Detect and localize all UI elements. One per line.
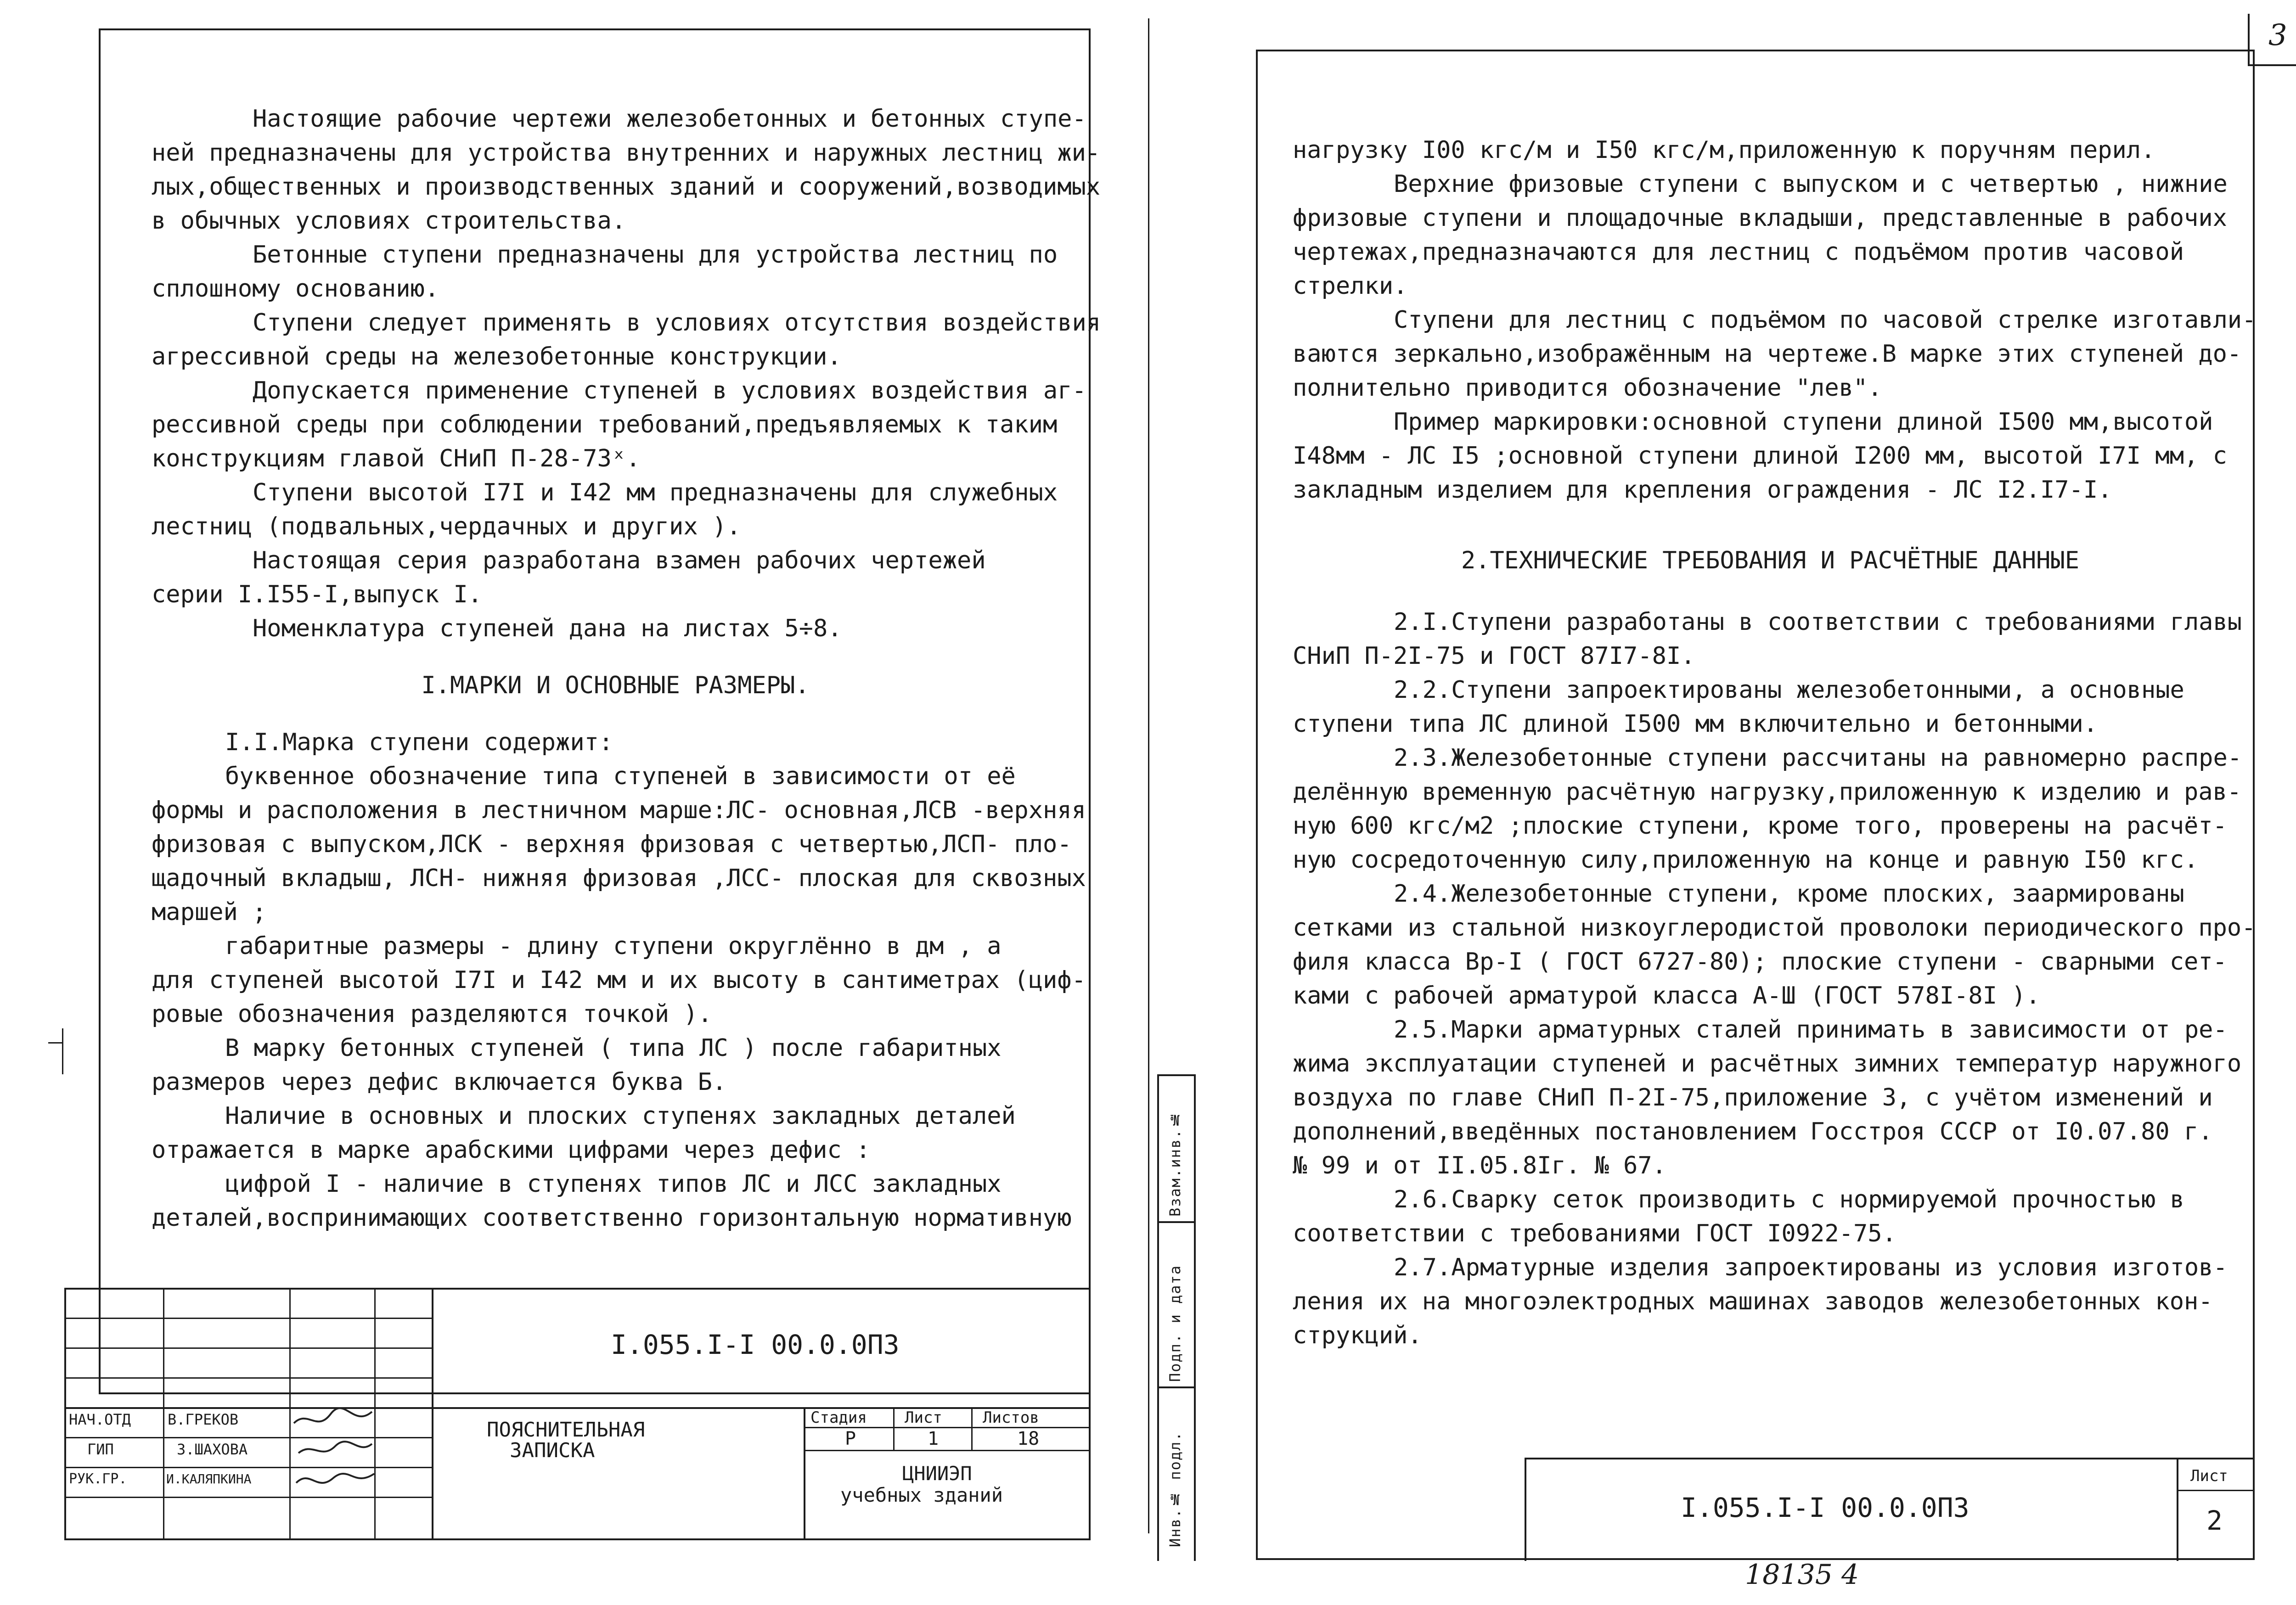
stamp-top-line bbox=[64, 1288, 1091, 1290]
stamp-role: РУК.ГР. bbox=[69, 1471, 127, 1487]
text-line: воздуха по главе СНиП П-2I-75,приложение 3, с учётом изменений и bbox=[1293, 1084, 2213, 1111]
left-page-body bbox=[152, 102, 1101, 1235]
text-line: ления их на многоэлектродных машинах заводов железобетонных кон- bbox=[1293, 1288, 2213, 1315]
stamp-role: ГИП bbox=[87, 1441, 114, 1458]
text-line: стрелки. bbox=[1293, 272, 1408, 300]
center-divider bbox=[1148, 18, 1149, 1533]
text-line: агрессивной среды на железобетонные конструкции. bbox=[152, 343, 842, 370]
stamp-grid-h bbox=[64, 1318, 432, 1319]
right-page-body bbox=[1293, 133, 2257, 1352]
stamp-grid-v bbox=[971, 1407, 973, 1451]
right-paragraphs-bottom bbox=[1293, 605, 2256, 1352]
side-strip-line bbox=[1157, 1221, 1196, 1223]
text-line: фризовая с выпуском,ЛСК - верхняя фризовая с четвертью,ЛСП- пло- bbox=[152, 831, 1072, 858]
side-label-inv: Инв.№ подл. bbox=[1166, 1431, 1184, 1547]
stamp-title-line2: ЗАПИСКА bbox=[510, 1439, 595, 1462]
stamp-stage: Р bbox=[845, 1428, 856, 1449]
fold-mark bbox=[48, 1042, 62, 1044]
corner-page-number: 3 bbox=[2268, 18, 2287, 52]
text-line: СНиП П-2I-75 и ГОСТ 87I7-8I. bbox=[1293, 642, 1695, 670]
text-line: щадочный вкладыш, ЛСН- нижняя фризовая ,ЛСС- плоская для сквозных bbox=[152, 864, 1086, 892]
stamp-sheets-header: Листов bbox=[983, 1409, 1039, 1427]
text-line: чертежах,предназначаются для лестниц с подъёмом против часовой bbox=[1293, 238, 2184, 266]
text-line: дополнений,введённых постановлением Госстроя СССР от I0.07.80 г. bbox=[1293, 1118, 2213, 1145]
right-stamp-line bbox=[2177, 1490, 2255, 1491]
text-line: деталей,воспринимающих соответственно горизонтальную нормативную bbox=[152, 1204, 1072, 1232]
text-line: 2.I.Ступени разработаны в соответствии с требованиями главы bbox=[1394, 608, 2242, 636]
right-stamp-code: I.055.I-I 00.0.0П3 bbox=[1681, 1492, 1970, 1523]
right-stamp-sheet: 2 bbox=[2206, 1505, 2223, 1536]
right-stamp-sheet-header: Лист bbox=[2190, 1467, 2228, 1485]
text-line: маршей ; bbox=[152, 898, 267, 926]
text-line: лестниц (подвальных,чердачных и других ). bbox=[152, 513, 741, 540]
text-line: Настоящие рабочие чертежи железобетонных и бетонных ступе- bbox=[253, 105, 1086, 133]
stamp-role: НАЧ.ОТД bbox=[69, 1411, 131, 1428]
text-line: 2.5.Марки арматурных сталей принимать в зависимости от ре- bbox=[1394, 1016, 2228, 1044]
text-line: Пример маркировки:основной ступени длиной I500 мм,высотой bbox=[1394, 408, 2213, 436]
text-line: конструкциям главой СНиП П-28-73ˣ. bbox=[152, 445, 641, 472]
stamp-grid-h bbox=[804, 1450, 1091, 1451]
text-line: размеров через дефис включается буква Б. bbox=[152, 1068, 727, 1096]
text-line: струкций. bbox=[1293, 1322, 1422, 1349]
stamp-grid-v bbox=[163, 1288, 164, 1540]
stamp-stage-header: Стадия bbox=[810, 1409, 867, 1427]
text-line: ней предназначены для устройства внутренних и наружных лестниц жи- bbox=[152, 139, 1101, 167]
stamp-grid-v bbox=[432, 1288, 433, 1540]
handwritten-inventory: 18135 4 bbox=[1745, 1559, 1859, 1591]
stamp-role-name: И.КАЛЯПКИНА bbox=[166, 1471, 252, 1487]
fold-mark bbox=[62, 1028, 63, 1074]
side-label-replace: Взам.инв.№ bbox=[1166, 1110, 1184, 1217]
text-line: фризовые ступени и площадочные вкладыши, представленные в рабочих bbox=[1293, 204, 2227, 232]
side-strip-line bbox=[1194, 1074, 1196, 1561]
text-line: 2.6.Сварку сеток производить с нормируемой прочностью в bbox=[1394, 1186, 2184, 1213]
stamp-sheet: 1 bbox=[928, 1428, 939, 1449]
signature-scribbles bbox=[289, 1405, 381, 1501]
text-line: ную 600 кгс/м2 ;плоские ступени, кроме того, проверены на расчёт- bbox=[1293, 812, 2227, 840]
text-line: Допускается применение ступеней в условиях воздействия аг- bbox=[253, 377, 1086, 404]
text-line: соответствии с требованиями ГОСТ I0922-75. bbox=[1293, 1220, 1896, 1247]
left-paragraphs-bottom bbox=[152, 725, 1086, 1235]
right-section-title: 2.ТЕХНИЧЕСКИЕ ТРЕБОВАНИЯ И РАСЧЁТНЫЕ ДАННЫЕ bbox=[1461, 547, 2080, 574]
text-line: 2.7.Арматурные изделия запроектированы из условия изготов- bbox=[1394, 1254, 2228, 1281]
side-strip-line bbox=[1157, 1386, 1196, 1388]
left-paragraphs-top bbox=[152, 102, 1101, 645]
stamp-grid-h bbox=[64, 1377, 432, 1379]
text-line: Ступени следует применять в условиях отсутствия воздействия bbox=[253, 309, 1101, 337]
text-line: сетками из стальной низкоуглеродистой проволоки периодического про- bbox=[1293, 914, 2256, 942]
right-stamp-line bbox=[1525, 1458, 1526, 1561]
text-line: Ступени для лестниц с подъёмом по часовой стрелке изготавли- bbox=[1394, 306, 2257, 334]
text-line: в обычных условиях строительства. bbox=[152, 207, 626, 235]
text-line: сплошному основанию. bbox=[152, 275, 439, 303]
text-line: Настоящая серия разработана взамен рабочих чертежей bbox=[253, 547, 986, 574]
text-line: формы и расположения в лестничном марше:ЛС- основная,ЛСВ -верхняя bbox=[152, 797, 1086, 824]
text-line: лых,общественных и производственных зданий и сооружений,возводимых bbox=[152, 173, 1101, 201]
side-label-sign: Подп. и дата bbox=[1166, 1264, 1184, 1382]
text-line: ную сосредоточенную силу,приложенную на конце и равную I50 кгс. bbox=[1293, 846, 2199, 874]
text-line: ровые обозначения разделяются точкой ). bbox=[152, 1000, 712, 1028]
text-line: закладным изделием для крепления ограждения - ЛС I2.I7-I. bbox=[1293, 476, 2112, 504]
text-line: ками с рабочей арматурой класса А-Ш (ГОСТ 578I-8I ). bbox=[1293, 982, 2040, 1010]
text-line: филя класса Вр-I ( ГОСТ 6727-80); плоские ступени - сварными сет- bbox=[1293, 948, 2227, 976]
side-strip-line bbox=[1157, 1074, 1159, 1561]
text-line: для ступеней высотой I7I и I42 мм и их высоту в сантиметрах (циф- bbox=[152, 966, 1086, 994]
text-line: Верхние фризовые ступени с выпуском и с четвертью , нижние bbox=[1394, 170, 2228, 198]
right-stamp-line bbox=[2177, 1458, 2178, 1561]
left-stamp-code: I.055.I-I 00.0.0П3 bbox=[611, 1329, 900, 1360]
text-line: полнительно приводится обозначение "лев". bbox=[1293, 374, 1882, 402]
text-line: габаритные размеры - длину ступени округлённо в дм , а bbox=[225, 932, 1002, 960]
text-line: отражается в марке арабскими цифрами через дефис : bbox=[152, 1136, 871, 1164]
text-line: Бетонные ступени предназначены для устройства лестниц по bbox=[253, 241, 1058, 269]
stamp-title-line1: ПОЯСНИТЕЛЬНАЯ bbox=[487, 1418, 645, 1442]
text-line: I.I.Марка ступени содержит: bbox=[225, 729, 613, 756]
text-line: ступени типа ЛС длиной I500 мм включительно и бетонными. bbox=[1293, 710, 2098, 738]
text-line: рессивной среды при соблюдении требований,предъявляемых к таким bbox=[152, 411, 1058, 438]
stamp-role-name: В.ГРЕКОВ bbox=[168, 1411, 239, 1428]
stamp-grid-v bbox=[893, 1407, 895, 1451]
stamp-sheet-header: Лист bbox=[905, 1409, 942, 1427]
text-line: серии I.I55-I,выпуск I. bbox=[152, 581, 483, 608]
text-line: 2.4.Железобетонные ступени, кроме плоских, заармированы bbox=[1394, 880, 2184, 908]
stamp-grid-h bbox=[64, 1347, 432, 1349]
text-line: Наличие в основных и плоских ступенях закладных деталей bbox=[225, 1102, 1016, 1130]
stamp-right-line bbox=[1089, 1288, 1091, 1540]
text-line: делённую временную расчётную нагрузку,приложенную к изделию и рав- bbox=[1293, 778, 2242, 806]
text-line: 2.3.Железобетонные ступени рассчитаны на равномерно распре- bbox=[1394, 744, 2242, 772]
stamp-org-line1: ЦНИИЭП bbox=[902, 1462, 972, 1485]
text-line: Номенклатура ступеней дана на листах 5÷8. bbox=[253, 615, 842, 642]
text-line: I48мм - ЛС I5 ;основной ступени длиной I200 мм, высотой I7I мм, с bbox=[1293, 442, 2227, 470]
text-line: буквенное обозначение типа ступеней в зависимости от её bbox=[225, 763, 1016, 790]
side-strip-line bbox=[1157, 1074, 1196, 1076]
text-line: ваются зеркально,изображённым на чертеже.В марке этих ступеней до- bbox=[1293, 340, 2242, 368]
text-line: нагрузку I00 кгс/м и I50 кгс/м,приложенную к поручням перил. bbox=[1293, 136, 2155, 164]
stamp-org-line2: учебных зданий bbox=[840, 1484, 1003, 1506]
left-section-title: I.МАРКИ И ОСНОВНЫЕ РАЗМЕРЫ. bbox=[421, 672, 810, 699]
stamp-sheets: 18 bbox=[1017, 1428, 1040, 1449]
right-paragraphs-top bbox=[1293, 133, 2257, 507]
text-line: цифрой I - наличие в ступенях типов ЛС и ЛСС закладных bbox=[225, 1170, 1002, 1198]
text-line: 2.2.Ступени запроектированы железобетонными, а основные bbox=[1394, 676, 2184, 704]
stamp-role-name: З.ШАХОВА bbox=[177, 1441, 248, 1458]
stamp-left-line bbox=[64, 1288, 66, 1540]
text-line: № 99 и от II.05.8Iг. № 67. bbox=[1293, 1152, 1666, 1179]
text-line: В марку бетонных ступеней ( типа ЛС ) после габаритных bbox=[225, 1034, 1002, 1062]
text-line: Ступени высотой I7I и I42 мм предназначены для служебных bbox=[253, 479, 1058, 506]
right-stamp-line bbox=[1525, 1458, 2255, 1459]
text-line: жима эксплуатации ступеней и расчётных зимних температур наружного bbox=[1293, 1050, 2242, 1077]
stamp-bottom-line bbox=[64, 1538, 1091, 1540]
